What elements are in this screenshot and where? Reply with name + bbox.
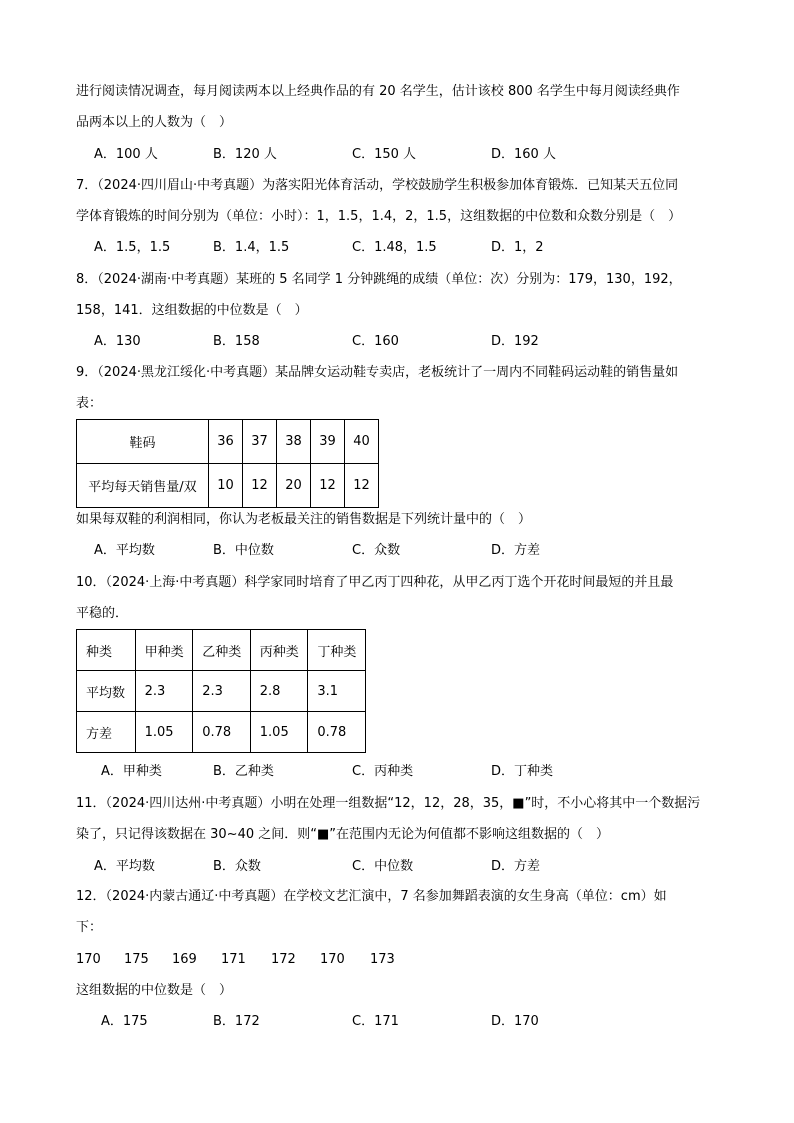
q9-text-line2: 表：: [76, 396, 103, 411]
q9-text-line3: 如果每双鞋的利润相同，你认为老板最关注的销售数据是下列统计量中的（ ）: [76, 512, 532, 527]
table-cell: 平均每天销售量/双: [77, 464, 209, 508]
q12-option-d[interactable]: D．170: [491, 1014, 539, 1029]
table-cell: 38: [277, 420, 311, 464]
q8-option-a[interactable]: A．130: [94, 334, 141, 349]
table-cell: 2.8: [250, 671, 308, 712]
q12-option-a[interactable]: A．175: [101, 1014, 148, 1029]
q6-text-line2: 品两本以上的人数为（ ）: [76, 115, 233, 130]
q10-option-c[interactable]: C．丙种类: [352, 764, 414, 779]
table-cell: 丁种类: [308, 630, 366, 671]
table-cell: 种类: [77, 630, 136, 671]
q8-option-c[interactable]: C．160: [352, 334, 399, 349]
table-cell: 平均数: [77, 671, 136, 712]
q6-option-c[interactable]: C．150 人: [352, 147, 417, 162]
height-value: 172: [271, 952, 296, 967]
table-cell: 鞋码: [77, 420, 209, 464]
height-value: 170: [76, 952, 101, 967]
q10-option-d[interactable]: D．丁种类: [491, 764, 554, 779]
height-value: 169: [172, 952, 197, 967]
table-cell: 12: [311, 464, 345, 508]
q9-option-c[interactable]: C．众数: [352, 543, 401, 558]
q9-table-row-size: [77, 420, 379, 464]
q10-table-header-row: [77, 630, 366, 671]
q12-text-line3: 这组数据的中位数是（ ）: [76, 983, 233, 998]
q7-option-c[interactable]: C．1.48，1.5: [352, 240, 437, 255]
q7-option-b[interactable]: B．1.4，1.5: [213, 240, 290, 255]
table-cell: 2.3: [135, 671, 193, 712]
q12-text-line1: 12．（2024·内蒙古通辽·中考真题）在学校文艺汇演中，7 名参加舞蹈表演的女生身高（单位：cm）如: [76, 889, 667, 904]
q11-option-b[interactable]: B．众数: [213, 859, 261, 874]
q10-option-b[interactable]: B．乙种类: [213, 764, 274, 779]
height-value: 173: [370, 952, 395, 967]
height-value: 175: [124, 952, 149, 967]
q12-option-b[interactable]: B．172: [213, 1014, 260, 1029]
q11-text-line2: 染了，只记得该数据在 30~40 之间．则“■”在范围内无论为何值都不影响这组数据的（ ）: [76, 827, 609, 842]
q9-shoe-size-table: [76, 419, 379, 508]
q10-table-row-mean: [77, 671, 366, 712]
q12-option-c[interactable]: C．171: [352, 1014, 399, 1029]
q6-option-b[interactable]: B．120 人: [213, 147, 277, 162]
q6-text-line1: 进行阅读情况调查，每月阅读两本以上经典作品的有 20 名学生，估计该校 800 名学生中每月阅读经典作: [76, 84, 680, 99]
q7-option-a[interactable]: A．1.5，1.5: [94, 240, 171, 255]
q10-text-line1: 10．（2024·上海·中考真题）科学家同时培育了甲乙丙丁四种花，从甲乙丙丁选个开花时间最短的并且最: [76, 575, 674, 590]
q9-text-line1: 9．（2024·黑龙江绥化·中考真题）某品牌女运动鞋专卖店，老板统计了一周内不同鞋码运动鞋的销售量如: [76, 365, 679, 380]
q10-flower-table: [76, 629, 366, 753]
height-value: 170: [320, 952, 345, 967]
q10-option-a[interactable]: A．甲种类: [101, 764, 162, 779]
q8-text-line2: 158，141．这组数据的中位数是（ ）: [76, 303, 308, 318]
q9-option-a[interactable]: A．平均数: [94, 543, 155, 558]
table-cell: 1.05: [135, 712, 193, 753]
q11-option-d[interactable]: D．方差: [491, 859, 541, 874]
q8-option-d[interactable]: D．192: [491, 334, 539, 349]
table-cell: 12: [345, 464, 379, 508]
q11-option-a[interactable]: A．平均数: [94, 859, 155, 874]
table-cell: 3.1: [308, 671, 366, 712]
q12-height-values: [76, 950, 395, 970]
q7-text-line1: 7．（2024·四川眉山·中考真题）为落实阳光体育活动，学校鼓励学生积极参加体育锻炼．已知某天五位同: [76, 178, 679, 193]
q6-option-a[interactable]: A．100 人: [94, 147, 158, 162]
table-cell: 10: [209, 464, 243, 508]
table-cell: 0.78: [193, 712, 251, 753]
q7-text-line2: 学体育锻炼的时间分别为（单位：小时）：1，1.5，1.4，2，1.5，这组数据的中位数和众数分别是（ ）: [76, 209, 682, 224]
q6-option-d[interactable]: D．160 人: [491, 147, 556, 162]
q7-option-d[interactable]: D．1，2: [491, 240, 544, 255]
q10-text-line2: 平稳的．: [76, 606, 129, 621]
q11-text-line1: 11．（2024·四川达州·中考真题）小明在处理一组数据“12，12，28，35，■”时，不小心将其中一个数据污: [76, 796, 701, 811]
q12-text-line2: 下：: [76, 920, 103, 935]
table-cell: 40: [345, 420, 379, 464]
table-cell: 丙种类: [250, 630, 308, 671]
table-cell: 方差: [77, 712, 136, 753]
table-cell: 36: [209, 420, 243, 464]
q10-table-row-variance: [77, 712, 366, 753]
table-cell: 12: [243, 464, 277, 508]
table-cell: 39: [311, 420, 345, 464]
table-cell: 2.3: [193, 671, 251, 712]
q9-option-d[interactable]: D．方差: [491, 543, 541, 558]
height-value: 171: [221, 952, 246, 967]
table-cell: 20: [277, 464, 311, 508]
q8-text-line1: 8．（2024·湖南·中考真题）某班的 5 名同学 1 分钟跳绳的成绩（单位：次）分别为：179，130，192，: [76, 272, 682, 287]
table-cell: 0.78: [308, 712, 366, 753]
q9-option-b[interactable]: B．中位数: [213, 543, 274, 558]
q9-table-row-sales: [77, 464, 379, 508]
table-cell: 甲种类: [135, 630, 193, 671]
table-cell: 乙种类: [193, 630, 251, 671]
q11-option-c[interactable]: C．中位数: [352, 859, 414, 874]
q8-option-b[interactable]: B．158: [213, 334, 260, 349]
table-cell: 1.05: [250, 712, 308, 753]
table-cell: 37: [243, 420, 277, 464]
